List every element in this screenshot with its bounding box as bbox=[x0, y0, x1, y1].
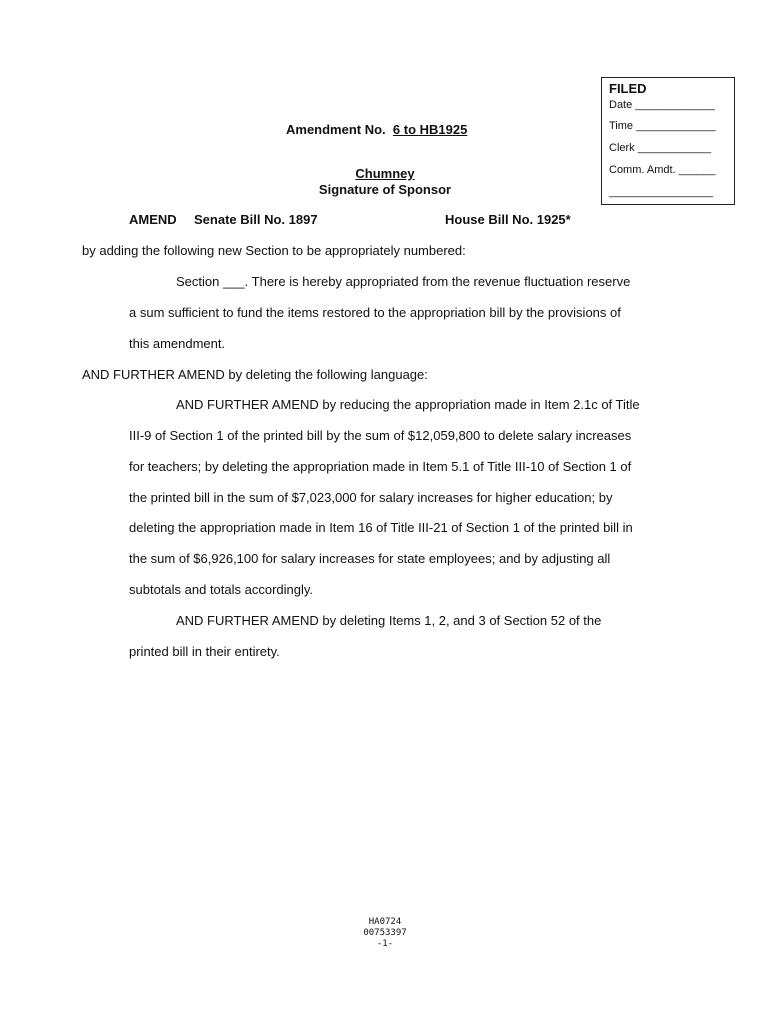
sponsor-caption: Signature of Sponsor bbox=[318, 182, 452, 197]
body-line: the sum of $6,926,100 for salary increases for state employees; and by adjusting all bbox=[129, 551, 611, 566]
footer-code-2: 00753397 bbox=[363, 928, 407, 938]
sponsor-name: Chumney bbox=[355, 166, 415, 181]
body-line: AND FURTHER AMEND by reducing the appropriation made in Item 2.1c of Title bbox=[176, 397, 640, 412]
filed-comm-amdt-line: Comm. Amdt. ______ bbox=[609, 164, 716, 176]
body-line: a sum sufficient to fund the items restored to the appropriation bill by the provisions of bbox=[129, 305, 621, 320]
filed-time-line: Time _____________ bbox=[609, 120, 716, 132]
body-line: by adding the following new Section to be appropriately numbered: bbox=[82, 243, 466, 258]
body-line: III-9 of Section 1 of the printed bill by the sum of $12,059,800 to delete salary increases bbox=[129, 428, 632, 443]
page-number: -1- bbox=[376, 939, 394, 949]
filed-date-line: Date _____________ bbox=[609, 99, 715, 111]
amendment-number: 6 to HB1925 bbox=[392, 122, 468, 137]
filed-blank-line: _________________ bbox=[609, 186, 714, 198]
footer-code-1: HA0724 bbox=[368, 917, 402, 927]
filed-title: FILED bbox=[609, 81, 647, 96]
senate-bill: Senate Bill No. 1897 bbox=[194, 212, 318, 227]
amendment-prefix: Amendment No. bbox=[286, 122, 386, 137]
amendment-title bbox=[286, 122, 467, 137]
body-line: subtotals and totals accordingly. bbox=[129, 582, 314, 597]
body-line: Section ___. There is hereby appropriated from the revenue fluctuation reserve bbox=[176, 274, 631, 289]
amend-label: AMEND bbox=[129, 212, 177, 227]
body-line: the printed bill in the sum of $7,023,000 for salary increases for higher education; by bbox=[129, 490, 613, 505]
body-line: printed bill in their entirety. bbox=[129, 644, 280, 659]
body-line: for teachers; by deleting the appropriation made in Item 5.1 of Title III-10 of Section 1 of bbox=[129, 459, 632, 474]
body-line: deleting the appropriation made in Item 16 of Title III-21 of Section 1 of the printed bill in bbox=[129, 520, 633, 535]
body-line: AND FURTHER AMEND by deleting the following language: bbox=[82, 367, 428, 382]
house-bill: House Bill No. 1925* bbox=[445, 212, 571, 227]
body-line: this amendment. bbox=[129, 336, 226, 351]
filed-clerk-line: Clerk ____________ bbox=[609, 142, 712, 154]
body-line: AND FURTHER AMEND by deleting Items 1, 2, and 3 of Section 52 of the bbox=[176, 613, 602, 628]
filed-box bbox=[601, 77, 735, 205]
